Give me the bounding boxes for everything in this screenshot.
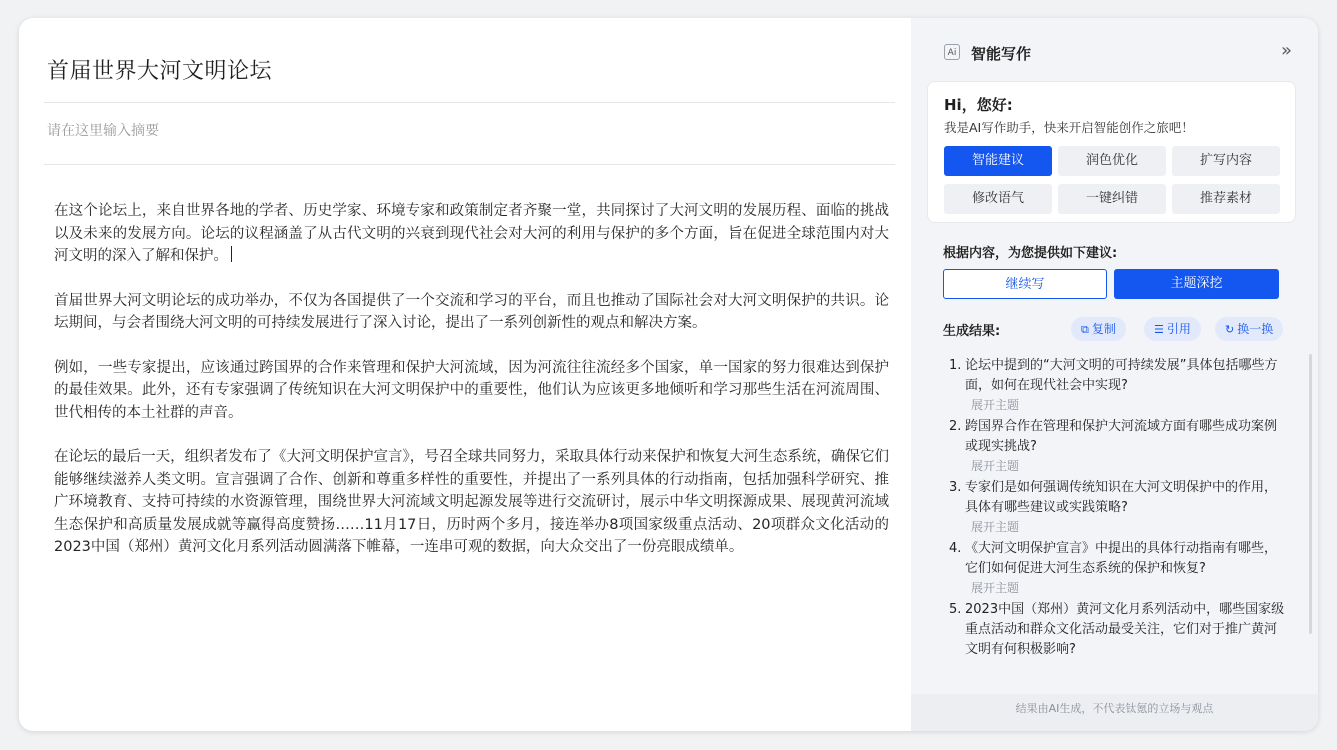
copy-icon: ⧉ [1081,323,1089,336]
feature-chip-grid [944,146,1280,214]
expand-topic-link[interactable]: 展开主题 [971,398,1020,412]
continue-writing-button[interactable]: 继续写 [943,269,1107,299]
result-item [949,600,1289,660]
refresh-icon: ↻ [1225,323,1235,336]
greeting-heading: Hi，您好: [944,96,1013,114]
swap-button[interactable]: ↻ 换一换 [1215,317,1283,341]
result-number: 5. [949,602,962,617]
result-text: 《大河文明保护宣言》中提出的具体行动指南有哪些，它们如何促进大河生态系统的保护和恢复? [965,541,1278,576]
app-window [19,18,1318,731]
cite-button[interactable]: ☰ 引用 [1144,317,1201,341]
result-label: 生成结果: [943,324,1001,339]
body-paragraph[interactable]: 在这个论坛上，来自世界各地的学者、历史学家、环境专家和政策制定者齐聚一堂，共同探讨了大河文明的发展历程、面临的挑战以及未来的发展方向。论坛的议程涵盖了从古代文明的兴衰到现代社会对大河的利用与保护的多个方面，旨在促进全球范围内对大河文明的深入了解和保护。 [54,203,889,264]
result-number: 2. [949,419,962,434]
result-scrollbar[interactable] [1309,354,1312,634]
result-list [949,356,1289,690]
result-text: 专家们是如何强调传统知识在大河文明保护中的作用，具体有哪些建议或实践策略? [965,480,1278,515]
greeting-subtext: 我是AI写作助手，快来开启智能创作之旅吧！ [944,120,1194,135]
text-caret [231,246,232,262]
document-title[interactable]: 首届世界大河文明论坛 [47,59,273,84]
expand-topic-link[interactable]: 展开主题 [971,520,1020,534]
body-paragraph[interactable]: 在论坛的最后一天，组织者发布了《大河文明保护宣言》，号召全球共同努力，采取具体行动来保护和恢复大河生态系统，确保它们能够继续滋养人类文明。宣言强调了合作、创新和尊重多样性的重要性，并提出了一系列具体的行动指南，包括加强科学研究、推广环境教育、支持可持续的水资源管理，围绕世界大河流域文明起源发展等进行交流研讨，展示中华文明探源成果、展现黄河流域生态保护和高质量发展成就等赢得高度赞扬……11月17日，历时两个多月，接连举办8项国家级重点活动、20项群众文化活动的2023中国（郑州）黄河文化月系列活动圆满落下帷幕，一连串可观的数据，向大众交出了一份亮眼成绩单。 [54,449,889,555]
chip-change-tone[interactable]: 修改语气 [944,184,1052,214]
chip-recommend-material[interactable]: 推荐素材 [1172,184,1280,214]
result-text: 2023中国（郑州）黄河文化月系列活动中，哪些国家级重点活动和群众文化活动最受关注，它们对于推广黄河文明有何积极影响? [965,602,1285,657]
body-paragraph[interactable]: 首届世界大河文明论坛的成功举办，不仅为各国提供了一个交流和学习的平台，而且也推动了国际社会对大河文明保护的共识。论坛期间，与会者围绕大河文明的可持续发展进行了深入讨论，提出了一系列创新性的观点和解决方案。 [54,292,889,331]
editor-area [19,18,911,731]
copy-button[interactable]: ⧉ 复制 [1071,317,1126,341]
summary-divider [44,164,895,165]
expand-topic-link[interactable]: 展开主题 [971,581,1020,595]
result-number: 4. [949,541,962,556]
result-item [949,478,1289,536]
result-text: 论坛中提到的“大河文明的可持续发展”具体包括哪些方面，如何在现代社会中实现? [965,358,1278,393]
result-number: 1. [949,358,962,373]
ai-logo-icon: Ai [944,44,960,60]
document-body[interactable] [54,200,889,581]
collapse-panel-icon[interactable]: » [1280,40,1292,61]
result-text: 跨国界合作在管理和保护大河流域方面有哪些成功案例或现实挑战? [965,419,1278,454]
ai-writing-panel [911,18,1318,731]
body-paragraph[interactable]: 例如，一些专家提出，应该通过跨国界的合作来管理和保护大河流域，因为河流往往流经多个国家，单一国家的努力很难达到保护的最佳效果。此外，还有专家强调了传统知识在大河文明保护中的重要性，他们认为应该更多地倾听和学习那些生活在河流周围、世代相传的本土社群的声音。 [54,359,889,421]
greeting-card [927,81,1296,223]
suggestion-heading: 根据内容，为您提供如下建议: [943,246,1118,261]
result-item [949,356,1289,414]
result-number: 3. [949,480,962,495]
summary-input[interactable]: 请在这里输入摘要 [47,123,159,139]
chip-smart-suggest[interactable]: 智能建议 [944,146,1052,176]
result-item [949,539,1289,597]
chip-expand[interactable]: 扩写内容 [1172,146,1280,176]
ai-disclaimer: 结果由AI生成，不代表钛氪的立场与观点 [911,694,1318,731]
panel-header [911,18,1318,80]
list-icon: ☰ [1154,323,1164,336]
topic-deep-dive-button[interactable]: 主题深挖 [1114,269,1279,299]
chip-polish[interactable]: 润色优化 [1058,146,1166,176]
title-divider [44,102,895,103]
chip-correct-errors[interactable]: 一键纠错 [1058,184,1166,214]
expand-topic-link[interactable]: 展开主题 [971,459,1020,473]
panel-title: 智能写作 [971,45,1032,63]
result-item [949,417,1289,475]
